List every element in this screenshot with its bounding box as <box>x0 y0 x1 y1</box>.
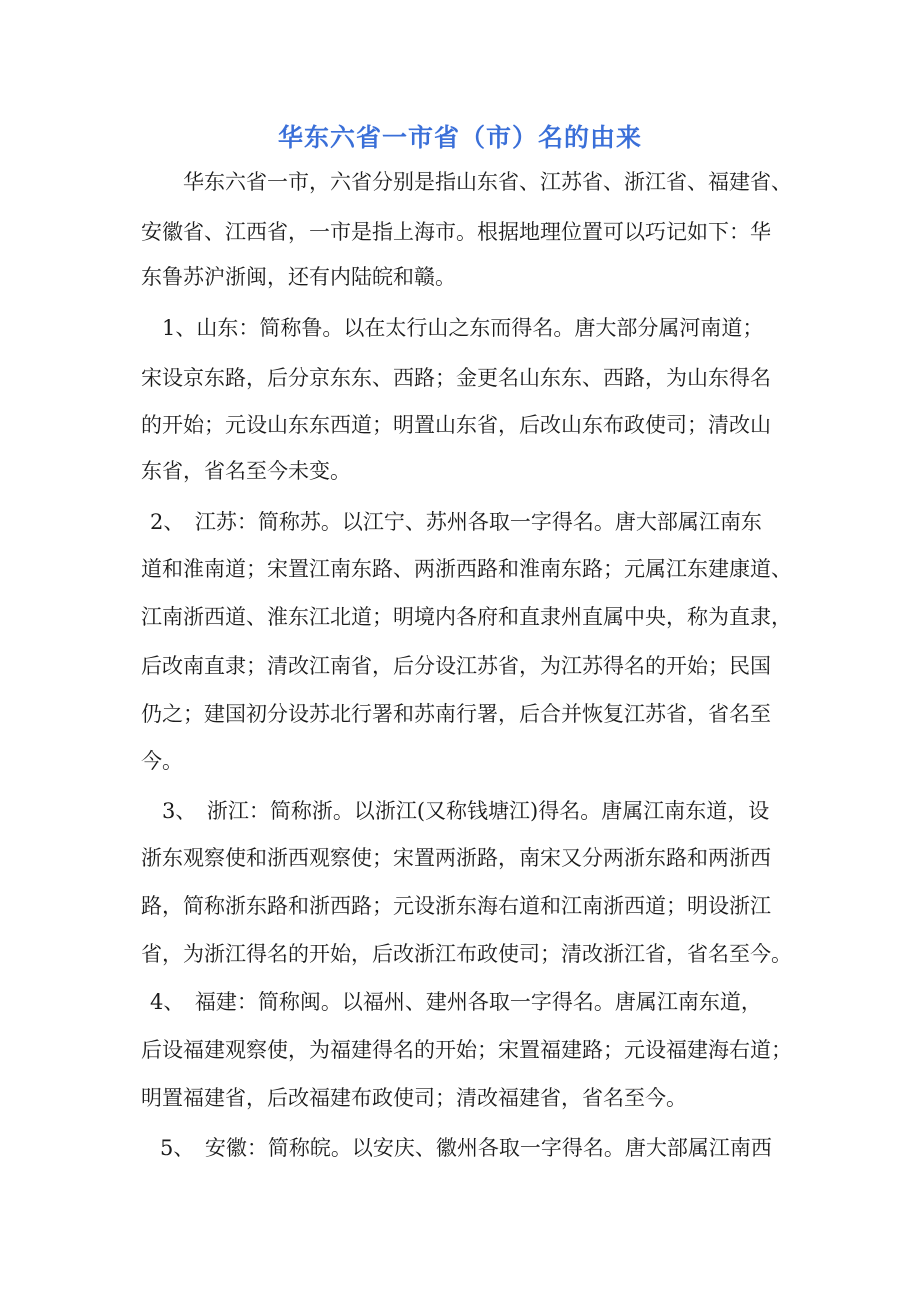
text-line: 省，为浙江得名的开始，后改浙江布政使司；清改浙江省，省名至今。 <box>141 942 792 966</box>
text-line: 浙东观察使和浙西观察使；宋置两浙路，南宋又分两浙东路和两浙西 <box>141 846 771 870</box>
text-line: 江南浙西道、淮东江北道；明境内各府和直隶州直属中央，称为直隶， <box>141 605 792 629</box>
text-line: 2、 江苏：简称苏。以江宁、苏州各取一字得名。唐大部属江南东 <box>150 510 762 534</box>
text-line: 后改南直隶；清改江南省，后分设江苏省，为江苏得名的开始；民国 <box>141 654 771 678</box>
text-line: 仍之；建国初分设苏北行署和苏南行署，后合并恢复江苏省，省名至 <box>141 702 771 726</box>
text-line: 5、 安徽：简称皖。以安庆、徽州各取一字得名。唐大部属江南西 <box>160 1136 772 1160</box>
text-line: 路，简称浙东路和浙西路；元设浙东海右道和江南浙西道；明设浙江 <box>141 894 771 918</box>
text-line: 安徽省、江西省，一市是指上海市。根据地理位置可以巧记如下：华 <box>141 220 771 244</box>
text-line: 东鲁苏沪浙闽，还有内陆皖和赣。 <box>141 265 456 289</box>
text-line: 3、 浙江：简称浙。以浙江(又称钱塘江)得名。唐属江南东道，设 <box>162 799 770 823</box>
text-line: 1、山东：简称鲁。以在太行山之东而得名。唐大部分属河南道； <box>162 316 764 340</box>
text-line: 4、 福建：简称闽。以福州、建州各取一字得名。唐属江南东道， <box>150 990 762 1014</box>
text-line: 后设福建观察使，为福建得名的开始；宋置福建路；元设福建海右道； <box>141 1038 792 1062</box>
text-line: 今。 <box>141 749 183 773</box>
text-line: 的开始；元设山东东西道；明置山东省，后改山东布政使司；清改山 <box>141 413 771 437</box>
text-line: 道和淮南道；宋置江南东路、两浙西路和淮南东路；元属江东建康道、 <box>141 557 792 581</box>
text-line: 宋设京东路，后分京东东、西路；金更名山东东、西路，为山东得名 <box>141 366 771 390</box>
text-line: 明置福建省，后改福建布政使司；清改福建省，省名至今。 <box>141 1086 687 1110</box>
text-line: 东省，省名至今未变。 <box>141 459 351 483</box>
text-line: 华东六省一市，六省分别是指山东省、江苏省、浙江省、福建省、 <box>183 170 792 194</box>
page-title: 华东六省一市省（市）名的由来 <box>277 123 642 152</box>
